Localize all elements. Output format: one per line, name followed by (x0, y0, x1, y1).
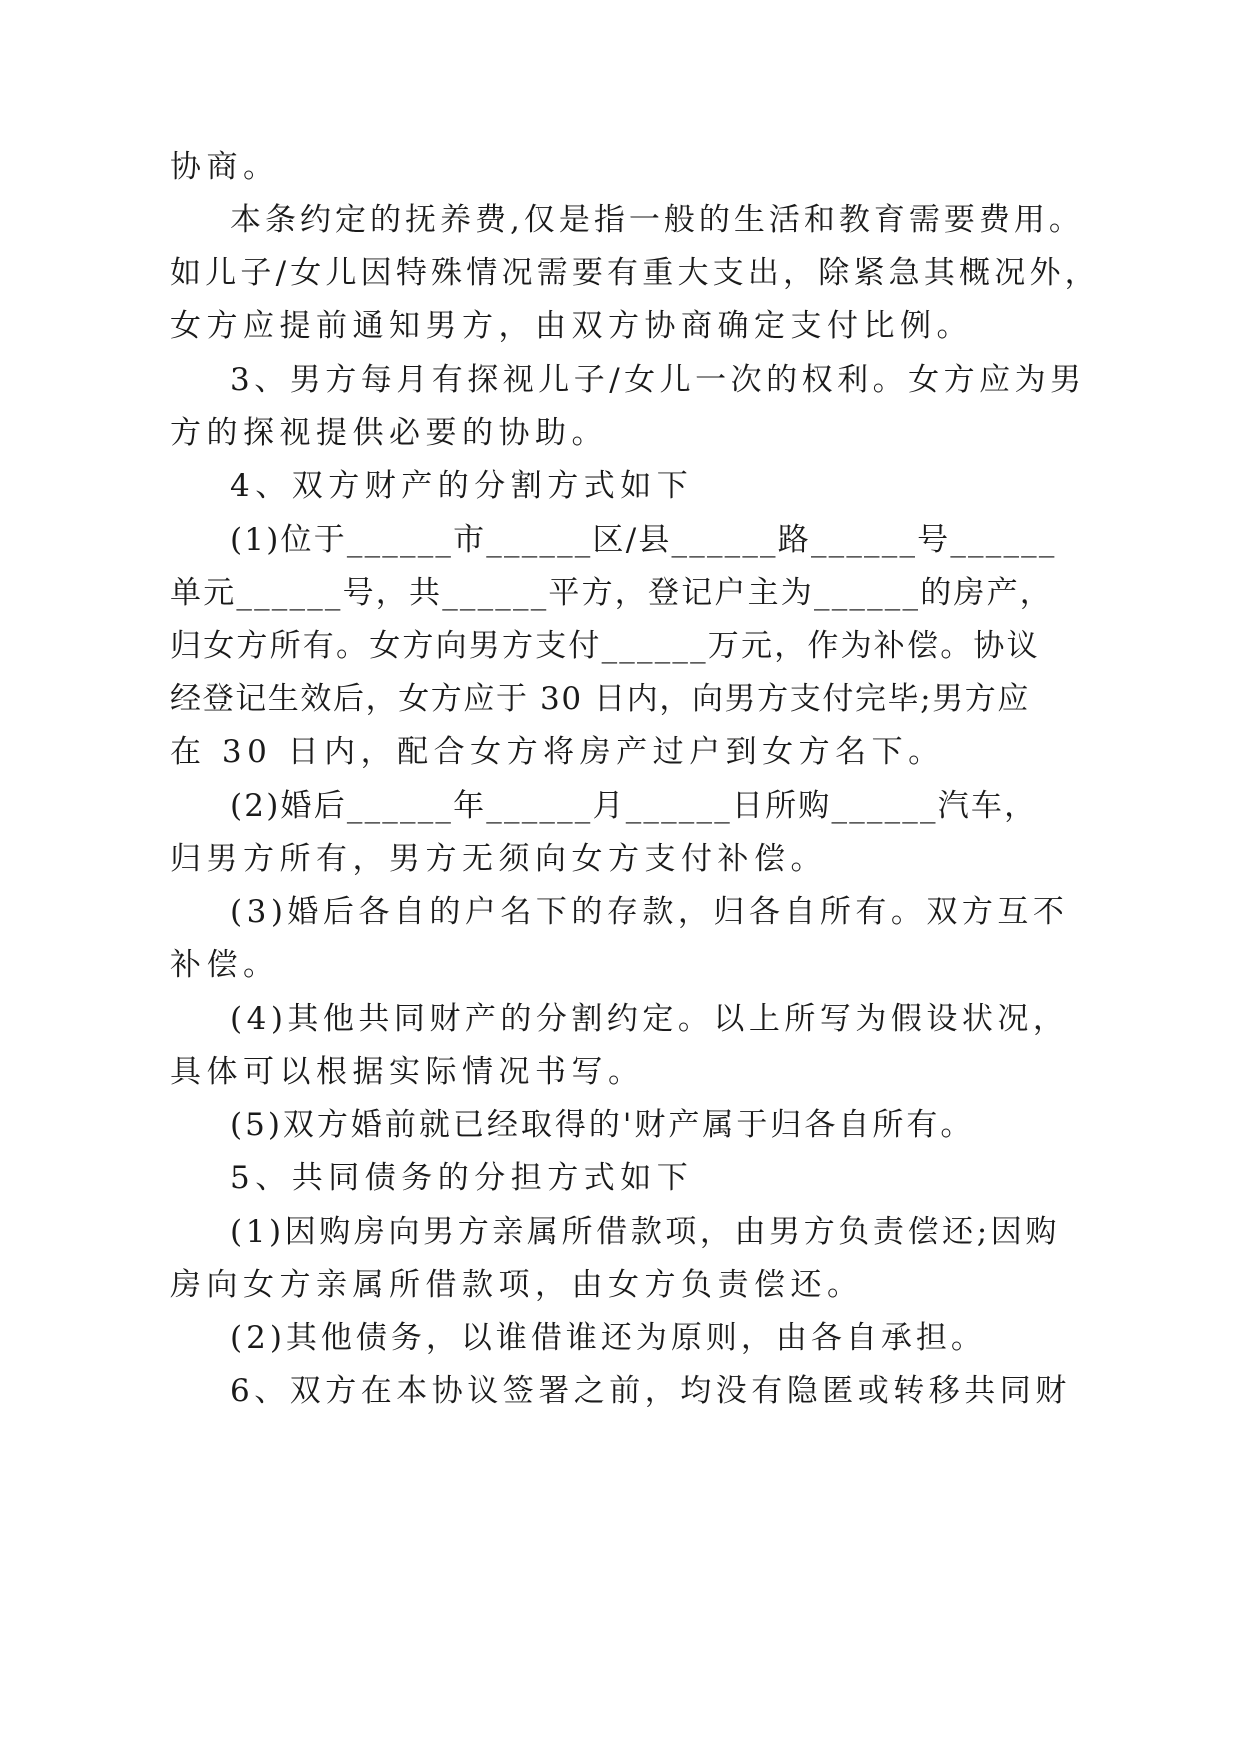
text-line: 经登记生效后，女方应于 30 日内，向男方支付完毕;男方应 (170, 681, 1030, 717)
text-line: 归男方所有，男方无须向女方支付补偿。 (170, 841, 827, 877)
text-line: 方的探视提供必要的协助。 (170, 415, 608, 451)
text-line: (2)其他债务，以谁借谁还为原则，由各自承担。 (230, 1320, 986, 1356)
text-line: 本条约定的抚养费,仅是指一般的生活和教育需要费用。 (230, 202, 1084, 238)
text-line: 补偿。 (170, 947, 280, 983)
text-line: 5、共同债务的分担方式如下 (230, 1160, 694, 1196)
text-line: (5)双方婚前就已经取得的'财产属于归各自所有。 (230, 1107, 975, 1143)
text-line: 女方应提前通知男方，由双方协商确定支付比例。 (170, 308, 973, 344)
text-line: 3、男方每月有探视儿子/女儿一次的权利。女方应为男 (230, 362, 1086, 398)
text-line: (4)其他共同财产的分割约定。以上所写为假设状况， (230, 1001, 1069, 1037)
text-line: (3)婚后各自的户名下的存款，归各自所有。双方互不 (230, 894, 1069, 930)
text-line: (1)位于______市______区/县______路______号______ (230, 522, 1057, 558)
text-line: 协商。 (170, 149, 280, 185)
text-line: 房向女方亲属所借款项，由女方负责偿还。 (170, 1267, 864, 1303)
text-line: 单元______号，共______平方，登记户主为______的房产， (170, 575, 1053, 611)
text-line: 如儿子/女儿因特殊情况需要有重大支出，除紧急其概况外， (170, 255, 1100, 291)
text-line: 在 30 日内，配合女方将房产过户到女方名下。 (170, 734, 945, 770)
text-line: 4、双方财产的分割方式如下 (230, 468, 694, 504)
text-line: 6、双方在本协议签署之前，均没有隐匿或转移共同财 (230, 1373, 1071, 1409)
text-line: 归女方所有。女方向男方支付______万元，作为补偿。协议 (170, 628, 1040, 664)
text-line: 具体可以根据实际情况书写。 (170, 1054, 645, 1090)
text-line: (1)因购房向男方亲属所借款项，由男方负责偿还;因购 (230, 1214, 1060, 1250)
text-line: (2)婚后______年______月______日所购______汽车， (230, 788, 1038, 824)
